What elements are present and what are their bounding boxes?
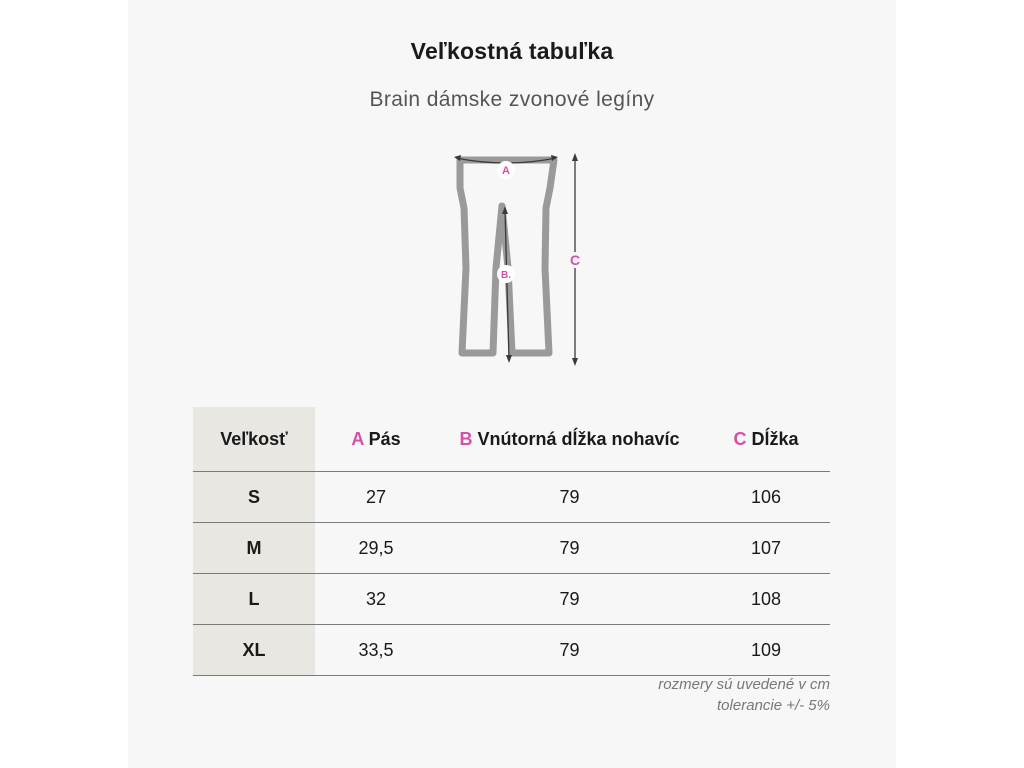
row-size: XL: [193, 625, 315, 675]
row-size: L: [193, 574, 315, 624]
row-waist: 27: [365, 486, 387, 507]
table-row: [193, 574, 830, 625]
size-table: [193, 407, 830, 676]
table-header-row: [193, 407, 830, 472]
table-row: [193, 472, 830, 523]
header-waist-label: Pás: [363, 428, 401, 449]
leggings-measurement-diagram: [446, 148, 586, 370]
header-length-label: Dĺžka: [746, 428, 799, 449]
row-inseam: 79: [559, 537, 580, 558]
size-chart-card: [128, 0, 896, 768]
header-letter-b: B: [459, 428, 473, 449]
label-a: A: [502, 165, 510, 177]
header-inseam-label: Vnútorná dĺžka nohavíc: [472, 428, 680, 449]
row-length: 108: [750, 588, 782, 609]
row-inseam: 79: [559, 486, 580, 507]
row-length: 106: [750, 486, 782, 507]
header-waist: [315, 429, 437, 450]
note-units: rozmery sú uvedené v cm: [658, 676, 830, 693]
measurement-notes: [658, 674, 830, 716]
header-length: [702, 429, 830, 450]
row-size: S: [193, 472, 315, 522]
note-tolerance: tolerancie +/- 5%: [717, 697, 830, 714]
header-size: [193, 407, 315, 471]
header-letter-a: A: [351, 428, 364, 449]
header-inseam: [437, 429, 702, 450]
label-c: C: [569, 252, 581, 268]
header-size-label: Veľkosť: [220, 428, 288, 449]
row-length: 109: [750, 639, 782, 660]
label-b: B.: [501, 270, 511, 281]
page-title: Veľkostná tabuľka: [410, 38, 614, 64]
header-letter-c: C: [733, 428, 747, 449]
row-waist: 32: [365, 588, 387, 609]
row-waist: 33,5: [358, 639, 394, 660]
table-row: [193, 523, 830, 574]
row-size: M: [193, 523, 315, 573]
leggings-outline: [460, 160, 554, 353]
row-inseam: 79: [559, 588, 580, 609]
product-subtitle: Brain dámske zvonové legíny: [369, 88, 655, 111]
row-inseam: 79: [559, 639, 580, 660]
row-waist: 29,5: [358, 537, 394, 558]
row-length: 107: [750, 537, 782, 558]
table-row: [193, 625, 830, 676]
